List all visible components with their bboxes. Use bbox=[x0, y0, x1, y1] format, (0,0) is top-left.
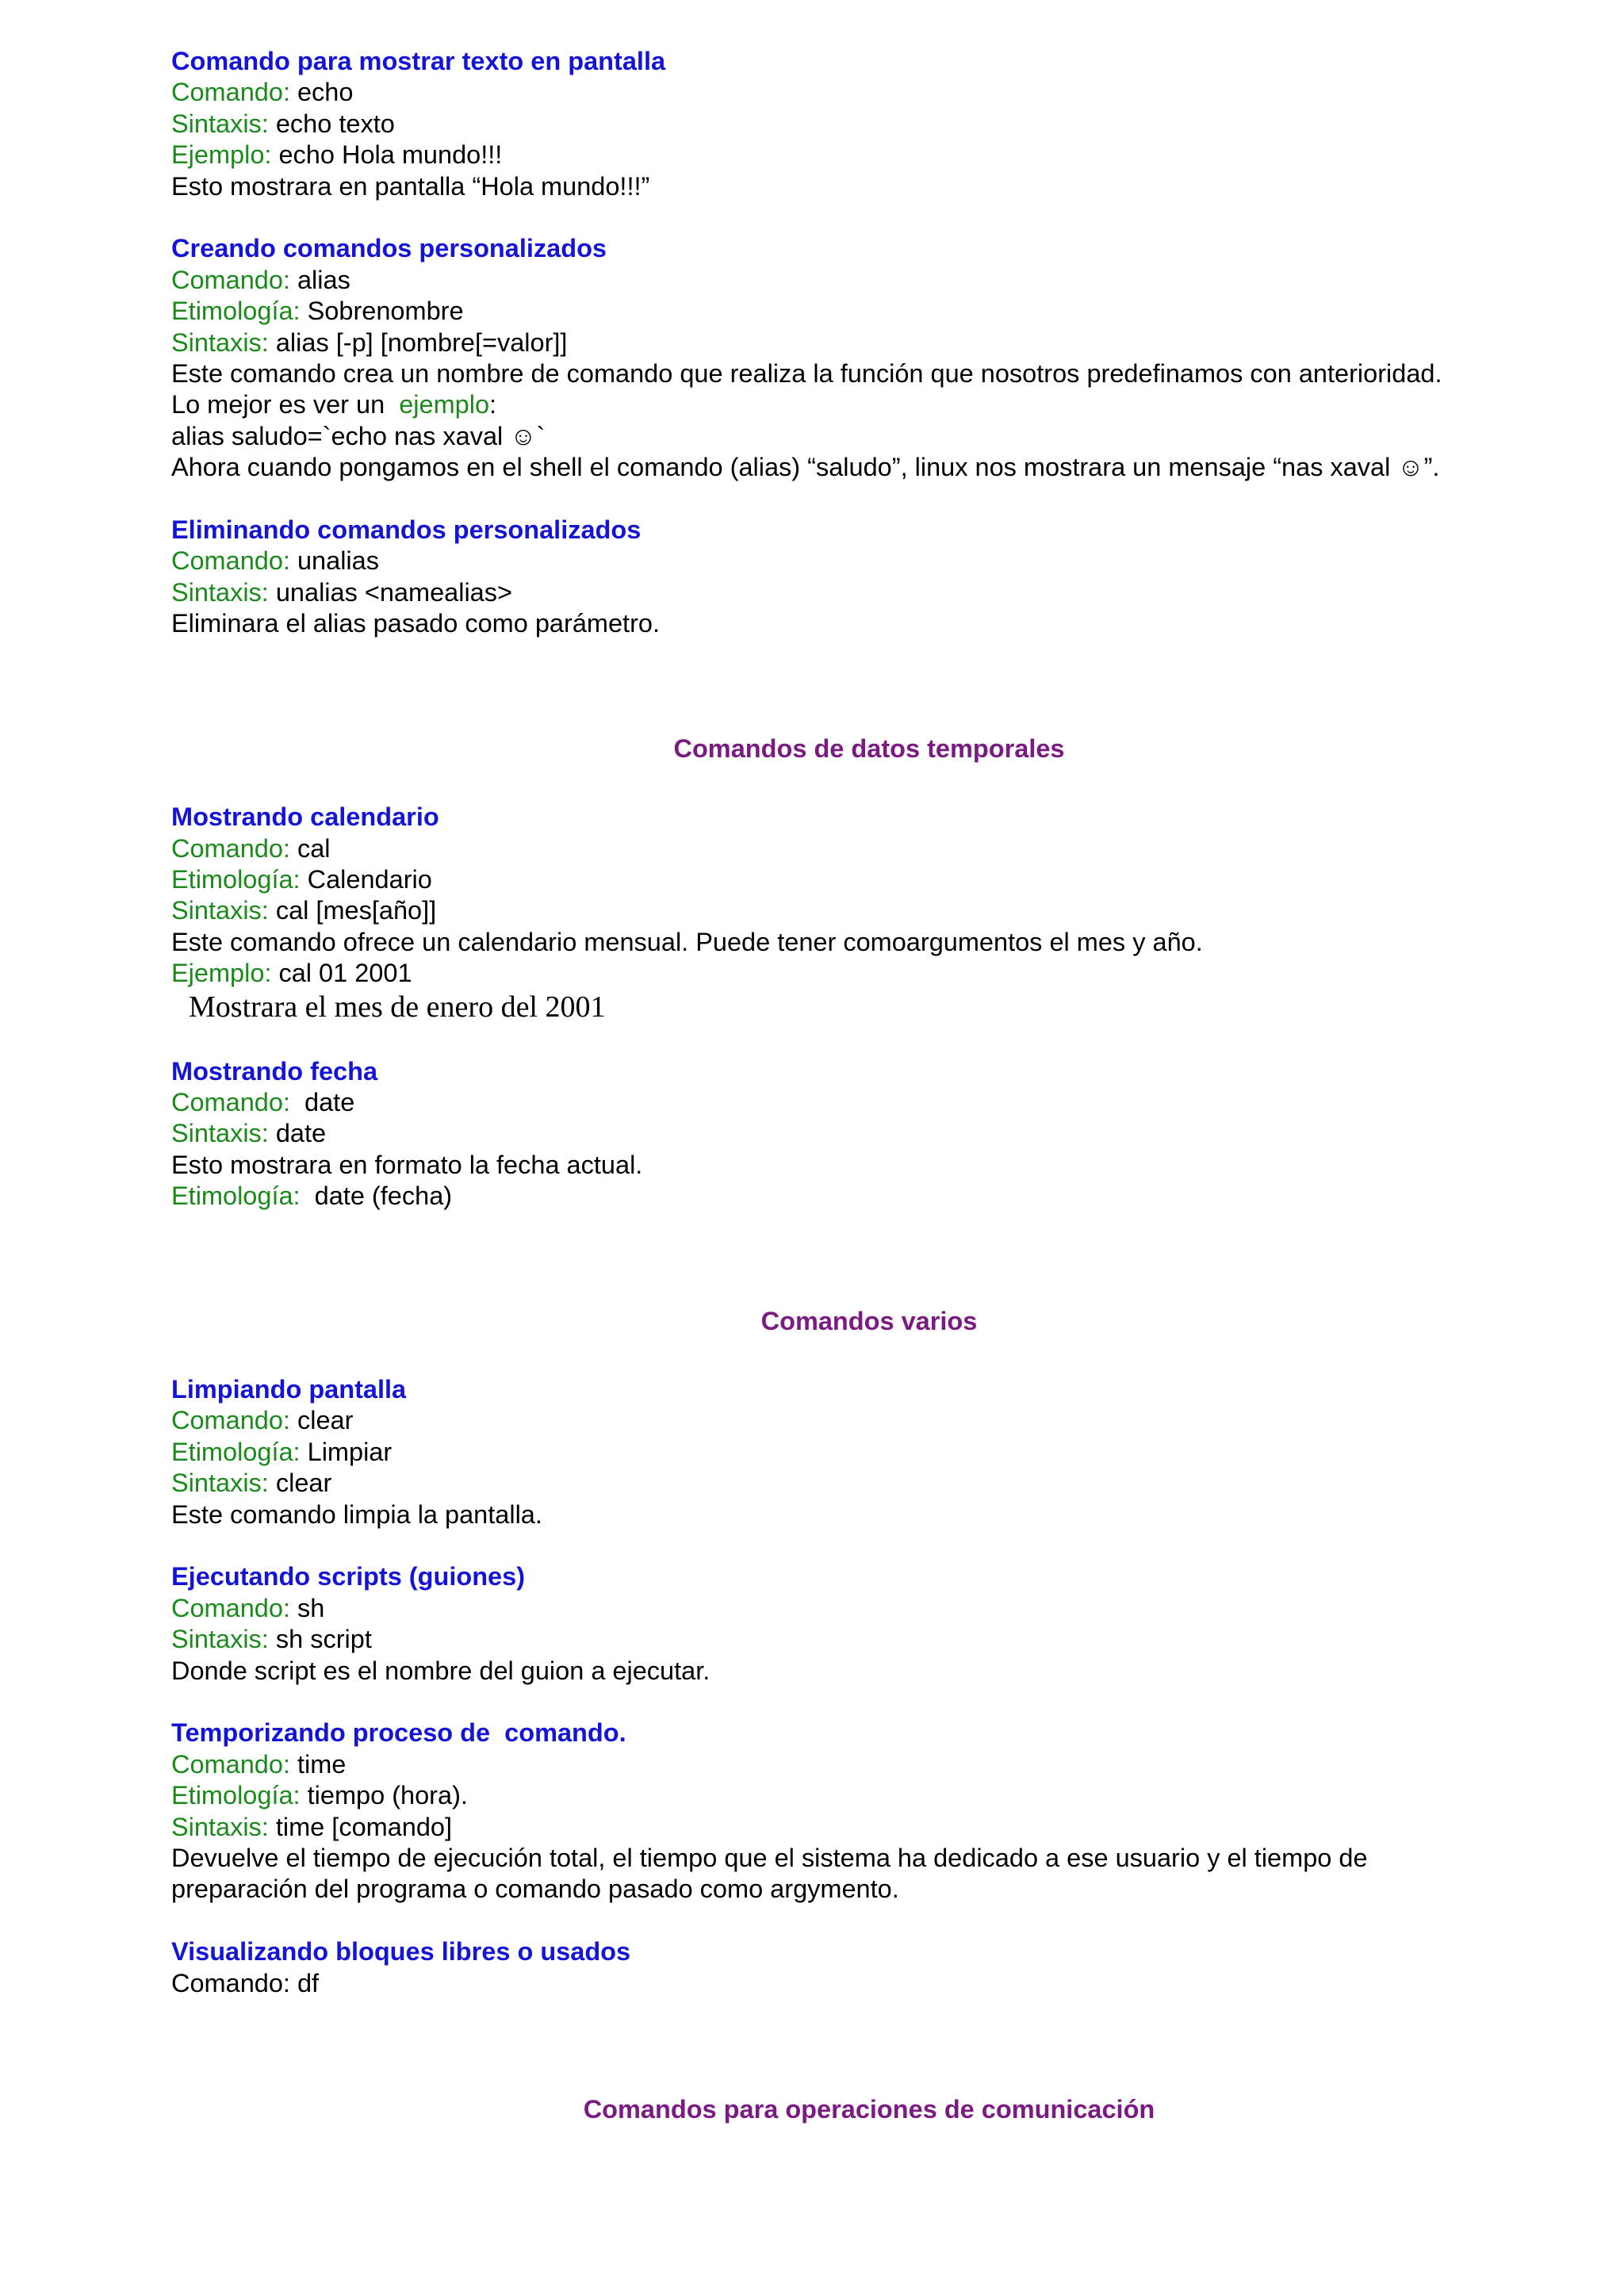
description-text: Devuelve el tiempo de ejecución total, el tiempo que el sistema ha dedicado a ese usuario y el tiempo de preparación del programa o comando pasado como argymento. bbox=[171, 1844, 1368, 1904]
sintaxis-line bbox=[171, 1468, 1567, 1499]
section-title-varios: Comandos varios bbox=[760, 1306, 978, 1335]
comando-line: Comando: df bbox=[171, 1968, 320, 1997]
description-text: Esto mostrara en formato la fecha actual. bbox=[171, 1150, 643, 1179]
etimologia-line bbox=[171, 296, 1567, 327]
serif-note: Mostrara el mes de enero del 2001 bbox=[189, 990, 606, 1024]
description-text: Eliminara el alias pasado como parámetro. bbox=[171, 609, 660, 638]
ejemplo-link: ejemplo bbox=[399, 390, 490, 419]
etimologia-value: Sobrenombre bbox=[300, 297, 464, 326]
comando-label: Comando: bbox=[171, 833, 290, 863]
comando-line bbox=[171, 265, 1567, 296]
etimologia-label: Etimología: bbox=[171, 1781, 301, 1810]
ejemplo-value: cal 01 2001 bbox=[271, 959, 412, 988]
sintaxis-value: cal [mes[año]] bbox=[268, 896, 437, 925]
section-heading-alias: Creando comandos personalizados bbox=[171, 234, 607, 263]
description-text: Este comando crea un nombre de comando que realiza la función que nosotros predefinamos con anterioridad. bbox=[171, 359, 1442, 389]
sintaxis-label: Sintaxis: bbox=[171, 1625, 269, 1654]
etimologia-line bbox=[171, 1780, 1567, 1811]
section-heading-unalias: Eliminando comandos personalizados bbox=[171, 515, 642, 545]
sintaxis-label: Sintaxis: bbox=[171, 577, 269, 607]
sintaxis-label: Sintaxis: bbox=[171, 109, 269, 138]
sintaxis-label: Sintaxis: bbox=[171, 896, 269, 925]
comando-label: Comando: bbox=[171, 1406, 290, 1435]
sintaxis-label: Sintaxis: bbox=[171, 327, 269, 357]
comando-label: Comando: bbox=[171, 1087, 290, 1116]
ejemplo-line bbox=[171, 140, 1567, 170]
etimologia-label: Etimología: bbox=[171, 1437, 301, 1466]
comando-line bbox=[171, 833, 1567, 864]
example-intro-line bbox=[171, 389, 1567, 420]
sintaxis-value: time [comando] bbox=[268, 1812, 453, 1841]
sintaxis-value: date bbox=[268, 1119, 327, 1148]
section-heading-df: Visualizando bloques libres o usados bbox=[171, 1937, 631, 1967]
sintaxis-line bbox=[171, 1624, 1567, 1655]
sintaxis-line bbox=[171, 1118, 1567, 1149]
etimologia-label: Etimología: bbox=[171, 1181, 301, 1211]
comando-value: date bbox=[289, 1087, 355, 1116]
sintaxis-line bbox=[171, 895, 1567, 926]
comando-line bbox=[171, 1405, 1567, 1436]
sintaxis-line bbox=[171, 327, 1567, 358]
sintaxis-value: clear bbox=[268, 1469, 332, 1498]
comando-value: echo bbox=[289, 78, 354, 107]
comando-value: alias bbox=[289, 265, 350, 294]
etimologia-value: date (fecha) bbox=[300, 1181, 453, 1211]
comando-line bbox=[171, 77, 1567, 108]
comando-value: sh bbox=[289, 1593, 325, 1622]
section-heading-cal: Mostrando calendario bbox=[171, 802, 439, 832]
sintaxis-line bbox=[171, 109, 1567, 140]
comando-value: clear bbox=[289, 1406, 354, 1435]
comando-line bbox=[171, 1749, 1567, 1780]
ejemplo-label: Ejemplo: bbox=[171, 959, 272, 988]
etimologia-label: Etimología: bbox=[171, 297, 301, 326]
description-text: Este comando ofrece un calendario mensual. Puede tener comoargumentos el mes y año. bbox=[171, 927, 1203, 956]
ejemplo-line bbox=[171, 958, 1567, 989]
etimologia-line bbox=[171, 864, 1567, 895]
comando-label: Comando: bbox=[171, 546, 290, 576]
sintaxis-label: Sintaxis: bbox=[171, 1469, 269, 1498]
etimologia-value: tiempo (hora). bbox=[300, 1781, 468, 1810]
example-intro-text: Lo mejor es ver un bbox=[171, 390, 400, 419]
sintaxis-line bbox=[171, 1812, 1567, 1843]
sintaxis-value: alias [-p] [nombre[=valor]] bbox=[268, 327, 568, 357]
etimologia-value: Calendario bbox=[300, 864, 432, 894]
section-heading-date: Mostrando fecha bbox=[171, 1056, 378, 1086]
comando-line bbox=[171, 1087, 1567, 1118]
description-text: Esto mostrara en pantalla “Hola mundo!!!” bbox=[171, 171, 650, 201]
section-heading-clear: Limpiando pantalla bbox=[171, 1374, 407, 1404]
example-code: alias saludo=`echo nas xaval ☺` bbox=[171, 421, 546, 450]
comando-label: Comando: bbox=[171, 265, 290, 294]
comando-label: Comando: bbox=[171, 1593, 290, 1622]
section-title-datos-temporales: Comandos de datos temporales bbox=[673, 733, 1065, 763]
comando-line bbox=[171, 546, 1567, 576]
sintaxis-label: Sintaxis: bbox=[171, 1812, 269, 1841]
section-title-comunicacion: Comandos para operaciones de comunicación bbox=[583, 2095, 1155, 2124]
example-intro-colon: : bbox=[489, 390, 497, 419]
etimologia-value: Limpiar bbox=[300, 1437, 393, 1466]
sintaxis-value: unalias <namealias> bbox=[268, 577, 512, 607]
section-heading-sh: Ejecutando scripts (guiones) bbox=[171, 1562, 526, 1591]
comando-label: Comando: bbox=[171, 1749, 290, 1779]
comando-value: time bbox=[289, 1749, 347, 1779]
sintaxis-label: Sintaxis: bbox=[171, 1119, 269, 1148]
document-page bbox=[171, 46, 1567, 2125]
section-heading-time: Temporizando proceso de comando. bbox=[171, 1718, 626, 1748]
sintaxis-line bbox=[171, 577, 1567, 608]
ejemplo-label: Ejemplo: bbox=[171, 140, 272, 170]
sintaxis-value: echo texto bbox=[268, 109, 395, 138]
etimologia-line bbox=[171, 1181, 1567, 1212]
description-text: Este comando limpia la pantalla. bbox=[171, 1499, 542, 1529]
description-text: Donde script es el nombre del guion a ejecutar. bbox=[171, 1656, 710, 1685]
description-text: Ahora cuando pongamos en el shell el comando (alias) “saludo”, linux nos mostrara un mensaje “nas xaval ☺”. bbox=[171, 453, 1440, 482]
etimologia-line bbox=[171, 1437, 1567, 1468]
comando-value: unalias bbox=[289, 546, 379, 576]
etimologia-label: Etimología: bbox=[171, 864, 301, 894]
ejemplo-value: echo Hola mundo!!! bbox=[271, 140, 503, 170]
comando-value: cal bbox=[289, 833, 331, 863]
comando-line bbox=[171, 1593, 1567, 1624]
comando-label: Comando: bbox=[171, 78, 290, 107]
section-heading-echo: Comando para mostrar texto en pantalla bbox=[171, 47, 666, 75]
sintaxis-value: sh script bbox=[268, 1625, 372, 1654]
